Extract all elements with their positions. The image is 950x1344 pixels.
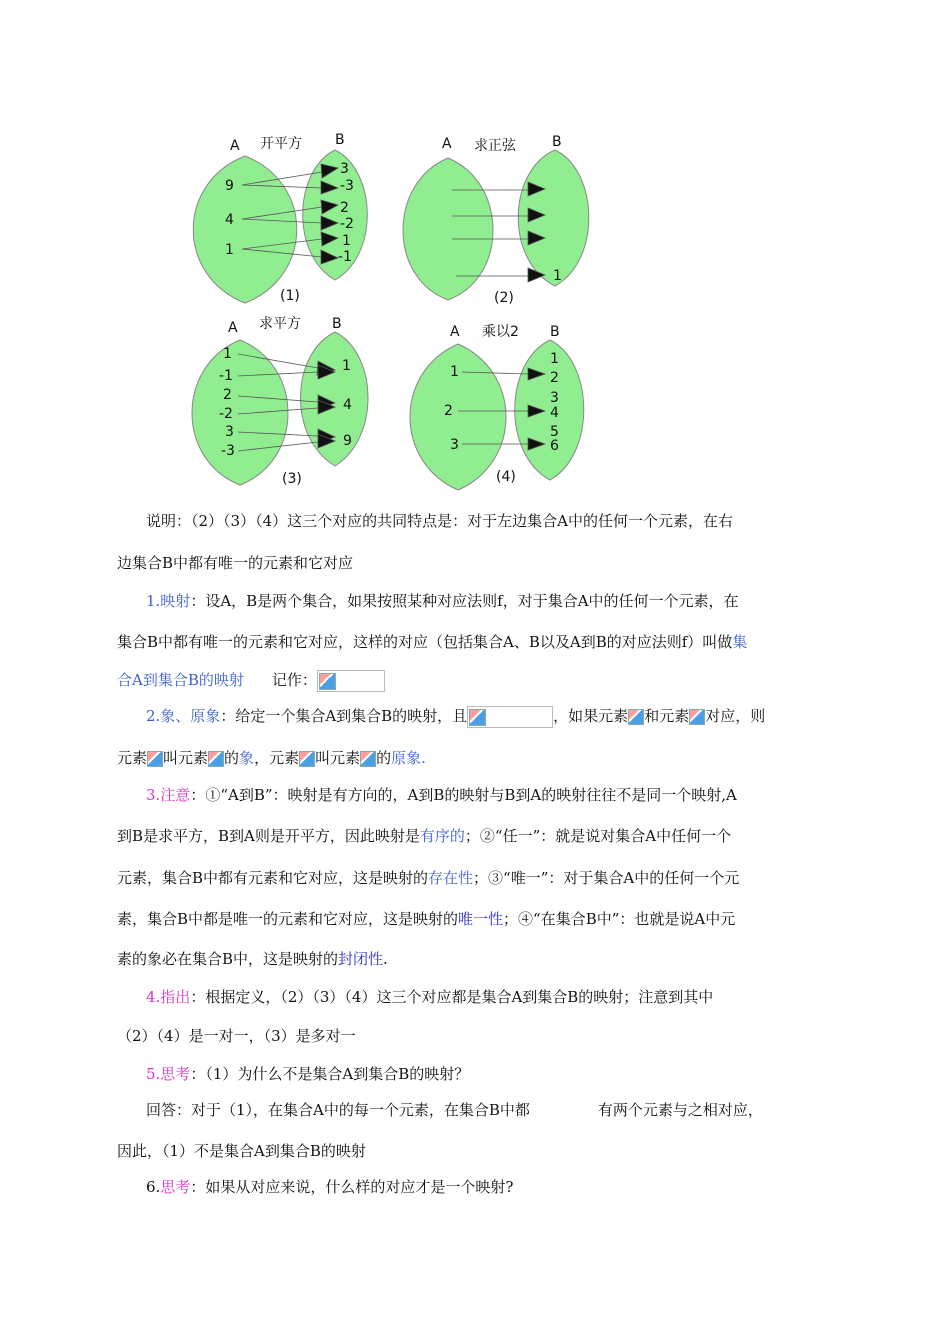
body-text: ：根据定义，（2）（3）（4）这三个对应都是集合A到集合B的映射；注意到其中 (190, 988, 714, 1006)
formula-image (208, 751, 224, 767)
definition-text: ，元素 (254, 749, 300, 767)
section-heading-image: 2.象、原象 (146, 707, 221, 725)
image-preimage-line-1 (146, 706, 866, 728)
defined-term: 象 (239, 749, 255, 767)
diagram-caption: (3) (282, 471, 302, 487)
left-item: 1 (450, 364, 459, 380)
section-heading-point-out: 4.指出 (146, 988, 191, 1006)
left-item: 9 (225, 178, 234, 194)
right-label: B (332, 316, 342, 332)
formula-image (147, 751, 163, 767)
section-number: 6. (146, 1178, 161, 1196)
diagram-1-svg (190, 128, 410, 313)
left-item: 1 (225, 242, 234, 258)
definition-text: 对应，则 (705, 707, 766, 725)
note-line-5 (117, 949, 837, 969)
formula-image (299, 751, 315, 767)
note-text: ：①“A到B”：映射是有方向的，A到B的映射与B到A的映射往往不是同一个映射,A (190, 786, 737, 804)
left-item: 3 (450, 437, 459, 453)
note-text: . (383, 950, 388, 968)
note-text: 元素，集合B中都有元素和它对应，这是映射的 (117, 869, 429, 887)
right-label: B (335, 132, 345, 148)
section-heading-think: 思考 (160, 1178, 191, 1196)
body-text: ：（1）为什么不是集合A到集合B的映射？ (190, 1065, 470, 1083)
right-item: 1 (553, 268, 562, 284)
right-item: 1 (550, 351, 559, 367)
mapping-title: 求正弦 (474, 138, 516, 154)
right-item: 3 (340, 161, 349, 177)
right-label: B (552, 134, 562, 150)
defined-term: 集 (732, 633, 748, 651)
definition-text: 元素 (117, 749, 148, 767)
note-line-2 (117, 826, 837, 846)
explanation-text: 边集合B中都有唯一的元素和它对应 (117, 554, 354, 572)
right-item: 5 (550, 424, 559, 440)
right-item: -3 (340, 178, 354, 194)
definition-text: ：设A，B是两个集合，如果按照某种对应法则f，对于集合A中的任何一个元素，在 (190, 592, 739, 610)
right-item: 1 (342, 233, 351, 249)
explanation-line-2 (117, 553, 837, 573)
body-text: （2）（4）是一对一，（3）是多对一 (117, 1027, 356, 1045)
think-line-2 (146, 1177, 866, 1197)
answer-line-1 (146, 1100, 866, 1120)
note-line-4 (117, 909, 837, 929)
left-label: A (228, 320, 238, 336)
right-item: 3 (550, 390, 559, 406)
set-b-leaf (300, 332, 368, 466)
right-item: 2 (340, 200, 349, 216)
body-text: 回答：对于（1），在集合A中的每一个元素，在集合B中都 (146, 1101, 530, 1119)
definition-text: ：给定一个集合A到集合B的映射，且 (220, 707, 468, 725)
left-label: A (230, 138, 240, 154)
right-item: -2 (340, 216, 354, 232)
diagram-caption: (2) (494, 290, 514, 306)
definition-mapping-line-3 (117, 670, 837, 692)
definition-text: 的 (224, 749, 240, 767)
right-item: 4 (550, 405, 559, 421)
formula-image (689, 709, 705, 725)
left-item: 1 (223, 346, 232, 362)
definition-text: 叫元素 (163, 749, 209, 767)
left-item: -2 (219, 406, 233, 422)
right-item: 2 (550, 370, 559, 386)
definition-text: 和元素 (644, 707, 690, 725)
formula-image (467, 706, 553, 728)
defined-term: 合A到集合B的映射 (117, 671, 244, 689)
left-label: A (442, 136, 452, 152)
left-item: 3 (225, 424, 234, 440)
highlighted-term: 封闭性 (338, 950, 384, 968)
note-text: 素的象必在集合B中，这是映射的 (117, 950, 339, 968)
body-text: ：如果从对应来说，什么样的对应才是一个映射? (190, 1178, 514, 1196)
formula-image (628, 709, 644, 725)
right-item: 9 (343, 433, 352, 449)
note-line-1 (146, 785, 866, 805)
note-text: 到B是求平方，B到A则是开平方，因此映射是 (117, 827, 420, 845)
highlighted-term: 有序的 (419, 827, 465, 845)
left-item: -3 (221, 443, 235, 459)
explanation-text: 说明：（2）（3）（4）这三个对应的共同特点是：对于左边集合A中的任何一个元素，在右 (146, 512, 733, 530)
highlighted-term: 唯一性 (458, 910, 504, 928)
definition-text: 叫元素 (315, 749, 361, 767)
note-line-3 (117, 868, 837, 888)
note-text: 素，集合B中都是唯一的元素和它对应，这是映射的 (117, 910, 459, 928)
left-item: -1 (219, 368, 233, 384)
diagram-3-svg (190, 310, 410, 495)
right-item: -1 (338, 249, 352, 265)
section-heading-note: 3.注意 (146, 786, 191, 804)
set-a-leaf (193, 156, 297, 303)
definition-text: 的 (376, 749, 392, 767)
set-a-leaf (192, 340, 288, 485)
diagram-caption: (1) (280, 288, 300, 304)
definition-mapping-line-1 (146, 591, 866, 611)
formula-image (317, 670, 385, 692)
formula-image (360, 751, 376, 767)
section-heading-mapping: 1.映射 (146, 592, 191, 610)
section-heading-think: 5.思考 (146, 1065, 191, 1083)
definition-text: ，如果元素 (553, 707, 629, 725)
note-text: ；③“唯一”：对于集合A中的任何一个元 (473, 869, 740, 887)
diagram-sine (400, 128, 620, 313)
note-text: ；②“任一”：就是说对集合A中任何一个 (464, 827, 732, 845)
highlighted-term: 存在性 (428, 869, 474, 887)
point-out-line-1 (146, 987, 866, 1007)
body-text: 因此，（1）不是集合A到集合B的映射 (117, 1142, 366, 1160)
point-out-line-2 (117, 1026, 837, 1046)
diagram-square-root (190, 128, 410, 313)
right-item: 4 (343, 397, 352, 413)
diagram-4-svg (400, 310, 620, 495)
right-label: B (550, 324, 560, 340)
left-item: 2 (444, 403, 453, 419)
definition-mapping-line-2 (117, 632, 837, 652)
diagram-square (190, 310, 410, 495)
left-item: 2 (223, 387, 232, 403)
answer-line-2 (117, 1141, 837, 1161)
image-preimage-line-2 (117, 748, 837, 768)
right-item: 6 (550, 438, 559, 454)
diagram-2-svg (400, 128, 620, 313)
body-text: 有两个元素与之相对应， (597, 1101, 763, 1119)
mapping-title: 开平方 (260, 136, 302, 152)
explanation-line-1 (146, 511, 866, 531)
right-item: 1 (342, 358, 351, 374)
think-line-1 (146, 1064, 866, 1084)
definition-text: 集合B中都有唯一的元素和它对应，这样的对应（包括集合A、B以及A到B的对应法则f）叫做 (117, 633, 733, 651)
mapping-title: 乘以2 (482, 324, 519, 340)
notation-label: 记作： (271, 671, 317, 689)
diagram-times-two (400, 310, 620, 495)
defined-term: 原象. (391, 749, 426, 767)
left-item: 4 (225, 212, 234, 228)
set-a-leaf (403, 158, 493, 300)
left-label: A (450, 324, 460, 340)
mapping-title: 求平方 (259, 316, 301, 332)
diagram-caption: (4) (496, 469, 516, 485)
note-text: ；④“在集合B中”：也就是说A中元 (503, 910, 736, 928)
